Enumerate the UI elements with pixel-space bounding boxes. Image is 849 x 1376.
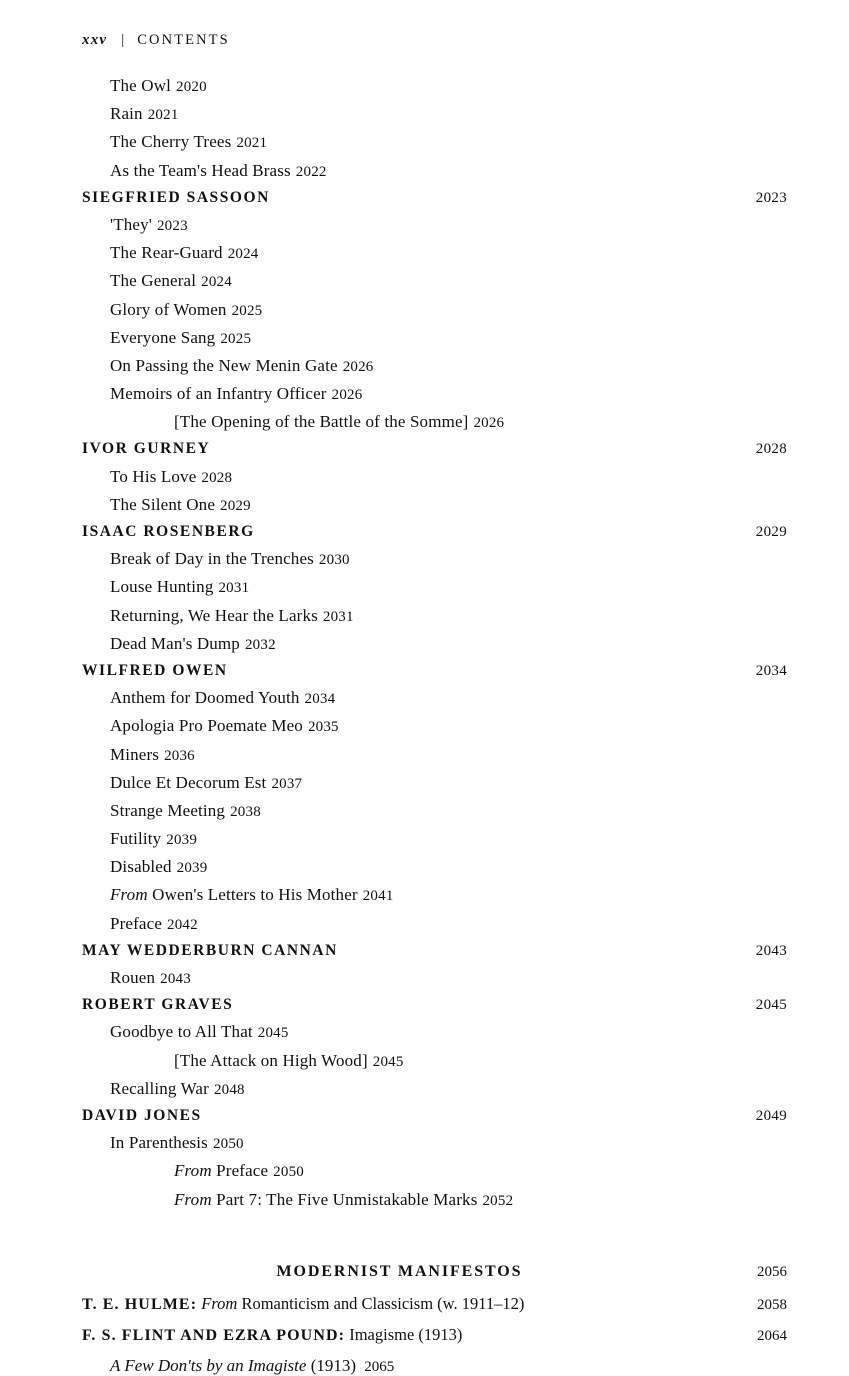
toc-work-title <box>110 105 179 123</box>
toc-author-row[interactable] <box>82 943 787 959</box>
toc-author-name: ISAAC ROSENBERG <box>82 523 255 540</box>
toc-page-number: 2031 <box>322 608 354 625</box>
toc-work-title-text: Louse Hunting <box>110 577 214 597</box>
toc-work-row[interactable] <box>82 969 787 987</box>
toc-work-title-text: On Passing the New Menin Gate <box>110 355 338 375</box>
toc-page-number: 2034 <box>755 662 787 679</box>
toc-work-title <box>110 746 195 764</box>
toc-work-title <box>110 774 302 792</box>
toc-work-title <box>110 802 261 820</box>
toc-work-title <box>174 1162 304 1180</box>
toc-page-number: 2052 <box>482 1192 514 1209</box>
toc-work-title <box>110 1134 244 1152</box>
toc-work-row[interactable] <box>82 635 787 653</box>
toc-page-number: 2049 <box>755 1107 787 1124</box>
toc-work-title-text: Strange Meeting <box>110 800 226 820</box>
section-heading-row <box>82 1263 787 1281</box>
toc-work-title <box>110 385 362 403</box>
toc-work-title <box>110 858 207 876</box>
toc-work-row[interactable] <box>82 413 787 431</box>
toc-author-name: MAY WEDDERBURN CANNAN <box>82 941 338 959</box>
toc-page-number: 2036 <box>164 747 195 764</box>
manifesto-entry-text <box>82 1325 462 1345</box>
toc-page-number: 2029 <box>755 524 787 540</box>
toc-italic-prefix: From <box>110 885 148 905</box>
toc-page-number: 2045 <box>257 1025 289 1042</box>
toc-work-title-text: Recalling War <box>110 1078 209 1098</box>
toc-work-title <box>110 301 262 319</box>
toc-work-title-text: 'They' <box>110 214 152 234</box>
toc-work-title <box>110 1080 245 1098</box>
toc-work-row[interactable] <box>82 272 787 290</box>
toc-page-number: 2037 <box>271 775 303 792</box>
manifesto-page-number: 2058 <box>757 1296 787 1313</box>
toc-page-number: 2032 <box>244 636 276 653</box>
toc-work-title-text: Anthem for Doomed Youth <box>110 688 300 708</box>
sub-entry-page-number: 2065 <box>364 1358 395 1375</box>
section-page-number: 2056 <box>757 1263 787 1280</box>
toc-work-row[interactable] <box>82 244 787 262</box>
table-of-contents <box>82 77 787 1209</box>
manifesto-title: Imagisme (1913) <box>349 1324 463 1344</box>
manifesto-page-number: 2064 <box>757 1327 787 1344</box>
toc-page-number: 2028 <box>201 469 233 486</box>
toc-italic-prefix: From <box>174 1161 212 1181</box>
toc-work-row[interactable] <box>82 105 787 123</box>
toc-page-number: 2038 <box>230 803 261 820</box>
toc-work-row[interactable] <box>82 1162 787 1180</box>
toc-work-row[interactable] <box>82 607 787 625</box>
toc-work-title-text: Apologia Pro Poemate Meo <box>110 716 303 736</box>
toc-work-row[interactable] <box>82 858 787 876</box>
toc-work-row[interactable] <box>82 746 787 764</box>
toc-work-row[interactable] <box>82 915 787 933</box>
toc-page-number: 2035 <box>307 719 339 736</box>
toc-work-title-text: Break of Day in the Trenches <box>110 549 314 569</box>
toc-work-row[interactable] <box>82 216 787 234</box>
toc-page-number: 2034 <box>304 691 336 708</box>
toc-page-number: 2026 <box>331 387 363 404</box>
toc-page-number: 2024 <box>227 246 259 263</box>
toc-work-title <box>174 1052 404 1070</box>
toc-page-number: 2025 <box>220 330 252 347</box>
toc-work-row[interactable] <box>82 550 787 568</box>
toc-work-title-text: The Silent One <box>110 494 216 514</box>
toc-work-title <box>110 244 259 262</box>
toc-work-title-text: Disabled <box>110 857 172 877</box>
modernist-manifestos-section <box>82 1263 787 1376</box>
running-head <box>82 32 787 49</box>
toc-author-name: SIEGFRIED SASSOON <box>82 188 270 206</box>
toc-work-title <box>110 77 207 95</box>
sub-entry-rest: (1913) <box>310 1355 357 1375</box>
toc-author-name: IVOR GURNEY <box>82 440 211 458</box>
toc-work-title <box>110 635 276 653</box>
toc-work-row[interactable] <box>82 774 787 792</box>
toc-work-title <box>110 468 232 486</box>
toc-work-title <box>110 717 339 735</box>
toc-work-title <box>110 1023 289 1041</box>
toc-work-row[interactable] <box>82 162 787 180</box>
toc-work-title <box>110 162 327 180</box>
toc-work-row[interactable] <box>82 385 787 403</box>
toc-work-title-text: The Cherry Trees <box>110 132 232 152</box>
toc-page-number: 2023 <box>755 189 787 206</box>
toc-work-title-text: In Parenthesis <box>110 1133 208 1153</box>
toc-work-row[interactable] <box>82 301 787 319</box>
toc-work-title-text: Futility <box>110 829 162 849</box>
toc-work-row[interactable] <box>82 830 787 848</box>
toc-work-title-text: [The Opening of the Battle of the Somme] <box>174 412 469 432</box>
toc-work-row[interactable] <box>82 689 787 707</box>
toc-work-title-text: As the Team's Head Brass <box>110 160 291 180</box>
toc-page-number: 2021 <box>147 107 179 124</box>
section-title: MODERNIST MANIFESTOS <box>276 1262 523 1280</box>
toc-work-title-text: Part 7: The Five Unmistakable Marks <box>216 1189 478 1209</box>
toc-page-number: 2043 <box>160 971 191 987</box>
toc-page-number: 2041 <box>362 888 394 905</box>
toc-work-row[interactable] <box>82 578 787 596</box>
toc-work-title <box>110 216 188 234</box>
toc-author-row[interactable] <box>82 524 787 540</box>
toc-work-title-text: Rain <box>110 104 143 124</box>
toc-work-title <box>174 413 504 431</box>
sub-entry-italic-title: A Few Don'ts by an Imagiste <box>110 1355 307 1375</box>
running-head-label: CONTENTS <box>137 32 230 48</box>
toc-work-title <box>174 1191 513 1209</box>
toc-work-title-text: Miners <box>110 744 160 764</box>
toc-page-number: 2029 <box>220 497 251 514</box>
toc-work-row[interactable] <box>82 1191 787 1209</box>
manifesto-sub-entry <box>82 1356 394 1376</box>
toc-work-row[interactable] <box>82 133 787 151</box>
manifesto-italic-prefix: From <box>201 1293 238 1313</box>
toc-work-title-text: Preface <box>216 1161 269 1181</box>
toc-work-row[interactable] <box>82 357 787 375</box>
toc-author-row[interactable] <box>82 1108 787 1124</box>
toc-page-number: 2028 <box>755 441 787 458</box>
toc-work-title <box>110 272 232 290</box>
toc-page-number: 2026 <box>342 358 374 375</box>
folio-number: xxv <box>82 32 108 48</box>
toc-work-title-text: Owen's Letters to His Mother <box>152 885 358 905</box>
toc-page-number: 2020 <box>176 79 207 95</box>
toc-work-title-text: The General <box>110 271 197 291</box>
toc-work-title <box>110 915 198 933</box>
toc-work-title <box>110 969 191 987</box>
toc-work-title <box>110 689 335 707</box>
toc-page-number: 2050 <box>273 1164 304 1181</box>
toc-work-row[interactable] <box>82 886 787 904</box>
toc-work-row[interactable] <box>82 1023 787 1041</box>
toc-work-row[interactable] <box>82 717 787 735</box>
toc-work-row[interactable] <box>82 1052 787 1070</box>
toc-page-number: 2026 <box>473 415 505 432</box>
toc-author-row[interactable] <box>82 663 787 679</box>
manifesto-row[interactable] <box>82 1325 787 1345</box>
toc-author-name: ROBERT GRAVES <box>82 996 234 1014</box>
toc-work-title <box>110 830 197 848</box>
toc-work-title <box>110 578 249 596</box>
toc-work-title <box>110 357 374 375</box>
toc-work-row[interactable] <box>82 468 787 486</box>
toc-author-row[interactable] <box>82 997 787 1013</box>
toc-page-number: 2030 <box>318 552 350 569</box>
toc-work-title-text: Dulce Et Decorum Est <box>110 772 267 792</box>
toc-work-row[interactable] <box>82 496 787 514</box>
toc-work-title-text: Memoirs of an Infantry Officer <box>110 384 327 404</box>
toc-work-title-text: Preface <box>110 913 163 933</box>
toc-page-number: 2023 <box>156 217 188 234</box>
toc-work-title-text: Everyone Sang <box>110 327 216 347</box>
toc-page-number: 2045 <box>372 1053 404 1070</box>
toc-page-number: 2045 <box>755 997 787 1014</box>
running-head-separator: | <box>121 32 125 48</box>
toc-page-number: 2050 <box>212 1136 244 1153</box>
manifesto-item-list <box>82 1294 787 1345</box>
toc-page-number: 2042 <box>167 916 198 933</box>
toc-work-row[interactable] <box>82 802 787 820</box>
toc-work-title <box>110 329 251 347</box>
toc-work-title-text: Goodbye to All That <box>110 1022 253 1042</box>
toc-work-title <box>110 496 251 514</box>
manifesto-author: T. E. HULME: <box>82 1295 198 1313</box>
toc-page-number: 2048 <box>213 1081 245 1098</box>
manifesto-author: F. S. FLINT AND EZRA POUND: <box>82 1326 346 1344</box>
toc-work-title-text: Dead Man's Dump <box>110 633 240 653</box>
toc-work-title <box>110 133 267 151</box>
toc-work-title <box>110 886 394 904</box>
manifesto-sub-entry-row <box>82 1356 787 1376</box>
toc-work-row[interactable] <box>82 329 787 347</box>
toc-page-number: 2039 <box>166 832 198 849</box>
toc-page-number: 2043 <box>755 942 787 959</box>
toc-work-title-text: Glory of Women <box>110 299 227 319</box>
toc-author-name: DAVID JONES <box>82 1106 202 1124</box>
toc-author-name: WILFRED OWEN <box>82 661 228 679</box>
toc-page-number: 2025 <box>231 302 263 319</box>
toc-author-row[interactable] <box>82 190 787 206</box>
toc-work-title-text: The Owl <box>110 76 172 95</box>
toc-page-number: 2022 <box>295 163 327 180</box>
toc-page-number: 2039 <box>176 860 208 877</box>
toc-work-row[interactable] <box>82 1134 787 1152</box>
manifesto-title: Romanticism and Classicism (w. 1911–12) <box>241 1293 525 1313</box>
toc-work-title <box>110 607 354 625</box>
toc-italic-prefix: From <box>174 1189 212 1209</box>
toc-work-title <box>110 550 350 568</box>
toc-work-title-text: Returning, We Hear the Larks <box>110 605 318 625</box>
toc-page-number: 2021 <box>236 135 268 152</box>
toc-work-title-text: The Rear-Guard <box>110 243 223 263</box>
toc-work-title-text: Rouen <box>110 968 156 987</box>
toc-work-row[interactable] <box>82 1080 787 1098</box>
toc-page-number: 2024 <box>201 274 232 291</box>
toc-work-title-text: To His Love <box>110 466 197 486</box>
toc-author-row[interactable] <box>82 441 787 457</box>
toc-page-number: 2031 <box>218 580 250 597</box>
toc-work-row[interactable] <box>82 77 787 95</box>
toc-work-title-text: [The Attack on High Wood] <box>174 1050 368 1070</box>
